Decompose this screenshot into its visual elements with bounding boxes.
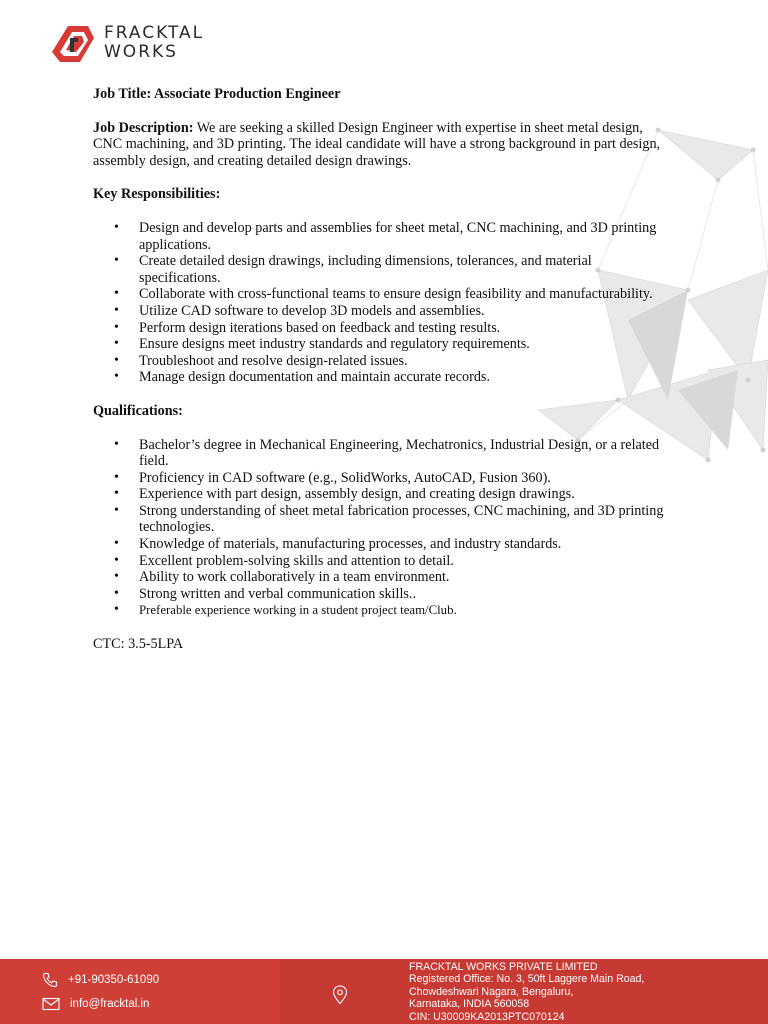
footer-address-block xyxy=(409,961,764,1023)
list-item: • Perform design iterations based on feedback and testing results. xyxy=(139,320,673,337)
ctc-text: CTC: 3.5-5LPA xyxy=(93,636,184,653)
qualifications-heading: Qualifications: xyxy=(93,402,183,419)
logo-line2: WORKS xyxy=(104,42,178,62)
logo-mark-icon xyxy=(48,22,104,66)
job-description-label: Job Description: xyxy=(93,119,194,136)
job-title: Job Title: Associate Production Engineer xyxy=(93,86,341,102)
footer-bar xyxy=(0,959,768,1024)
list-item: • Excellent problem-solving skills and attention to detail. xyxy=(139,553,673,570)
footer-company-name: FRACKTAL WORKS PRIVATE LIMITED xyxy=(409,961,598,973)
location-pin-icon xyxy=(332,985,348,1005)
list-item: • Strong written and verbal communication skills.. xyxy=(139,586,673,603)
list-item: • Troubleshoot and resolve design-related issues. xyxy=(139,353,673,370)
logo-wordmark xyxy=(104,24,204,62)
footer-email[interactable]: info@fracktal.in xyxy=(70,998,150,1010)
list-item: • Collaborate with cross-functional teams to ensure design feasibility and manufacturability. xyxy=(139,286,673,303)
mail-icon xyxy=(42,997,60,1011)
list-item: • Strong understanding of sheet metal fabrication processes, CNC machining, and 3D printing technologies. xyxy=(139,503,673,536)
footer-contact-panel xyxy=(0,959,280,1024)
list-item: • Preferable experience working in a student project team/Club. xyxy=(139,602,673,619)
logo-line1: FRACKTAL xyxy=(104,23,205,43)
list-item: • Design and develop parts and assemblies for sheet metal, CNC machining, and 3D printing applications. xyxy=(139,220,673,253)
list-item: • Ability to work collaboratively in a team environment. xyxy=(139,569,673,586)
responsibilities-heading: Key Responsibilities: xyxy=(93,186,221,203)
responsibilities-list xyxy=(93,220,673,386)
list-item: • Manage design documentation and maintain accurate records. xyxy=(139,369,673,386)
job-description-text: We are seeking a skilled Design Engineer with expertise in sheet metal design, CNC machining, and 3D printing. The ideal candidate will have a strong background in part design, assembly design, and creating detailed design drawings. xyxy=(93,119,661,169)
list-item: • Utilize CAD software to develop 3D models and assemblies. xyxy=(139,303,673,320)
footer-email-row xyxy=(42,997,149,1011)
list-item: • Knowledge of materials, manufacturing processes, and industry standards. xyxy=(139,536,673,553)
footer-cin: CIN: U30009KA2013PTC070124 xyxy=(409,1010,565,1023)
list-item: • Experience with part design, assembly design, and creating design drawings. xyxy=(139,486,673,503)
footer-address-line: Karnataka, INDIA 560058 xyxy=(409,998,530,1011)
list-item: • Ensure designs meet industry standards and regulatory requirements. xyxy=(139,336,673,353)
job-description-paragraph xyxy=(93,120,673,170)
footer-phone-row xyxy=(42,972,159,988)
footer-address-line: Registered Office: No. 3, 50ft Laggere Main Road, xyxy=(409,973,645,986)
phone-icon xyxy=(42,972,58,988)
footer-phone[interactable]: +91-90350-61090 xyxy=(68,974,160,986)
list-item: • Proficiency in CAD software (e.g., SolidWorks, AutoCAD, Fusion 360). xyxy=(139,470,673,487)
list-item: • Bachelor’s degree in Mechanical Engineering, Mechatronics, Industrial Design, or a related field. xyxy=(139,437,673,470)
job-description-document xyxy=(93,86,673,653)
qualifications-list xyxy=(93,437,673,620)
footer-address-line: Chowdeshwari Nagara, Bengaluru, xyxy=(409,985,574,998)
list-item: • Create detailed design drawings, including dimensions, tolerances, and material specifications. xyxy=(139,253,673,286)
